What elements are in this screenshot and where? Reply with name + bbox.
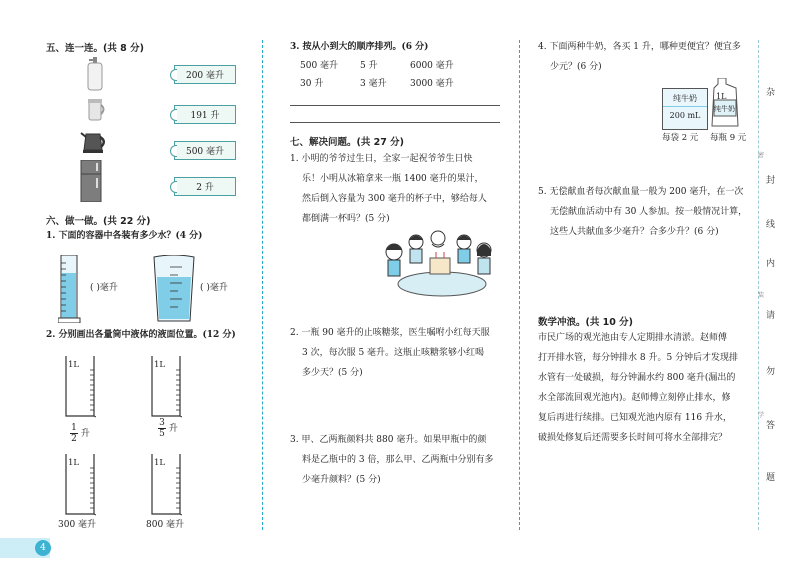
- section7-title: 七、解决问题。(共 27 分): [290, 137, 405, 148]
- answer-line-2[interactable]: [290, 122, 500, 123]
- section6-title: 六、做一做。(共 22 分): [46, 216, 151, 227]
- kettle-icon: [80, 128, 108, 154]
- margin-tiny-2: 装: [758, 292, 765, 299]
- cylinder-3-label: 300 毫升: [58, 520, 97, 530]
- problem-4: 4. 下面两种牛奶，各买 1 升，哪种更便宜？便宜多 少元？(6 分): [538, 42, 741, 72]
- cylinder-2-capacity: 1L: [154, 360, 166, 370]
- margin-char-8: 题: [766, 473, 776, 483]
- match-box-191l: 191 升: [174, 105, 236, 124]
- challenge-title: 数学冲浪。(共 10 分): [538, 317, 634, 328]
- refrigerator-icon: [80, 160, 102, 202]
- margin-char-2: 封: [766, 176, 776, 186]
- q3-row1-b: 5 升: [360, 61, 378, 71]
- challenge-text: 市民广场的观光池由专人定期排水清淤。赵师傅 打开排水管，每分钟排水 8 升。5 分钟后才发现排 水管有一处破损，每分钟漏水约 800 毫升(漏出的 水全部流回观光池内)。赵师傅立刻停止排水，修 复后再进行续排。已知观光池内原有 116 升水， 破损处修复后还需要多长时间可将水全部排完？: [538, 333, 739, 443]
- cylinder-1-label: $\frac{1}{2}$ 升: [71, 423, 90, 444]
- margin-char-1: 杂: [766, 88, 776, 98]
- section6-q1: 1. 下面的容器中各装有多少水？(4 分): [46, 231, 203, 241]
- q3-title: 3. 按从小到大的顺序排列。(6 分): [290, 42, 429, 52]
- problem-5: 5. 无偿献血者每次献血量一般为 200 毫升，在一次 无偿献血活动中有 30 人参加。按一般情况计算， 这些人共献血多少毫升？合多少升？(6 分): [538, 187, 748, 237]
- margin-char-4: 内: [766, 259, 776, 269]
- q3-row2-b: 3 毫升: [360, 79, 387, 89]
- thermos-icon: [86, 99, 106, 121]
- milk-bag-price: 每袋 2 元: [662, 133, 699, 143]
- binding-line: [758, 40, 759, 530]
- problem-1: 1. 小明的爷爷过生日，全家一起祝爷爷生日快 乐！小明从冰箱拿来一瓶 1400 毫升的果汁， 然后倒入容量为 300 毫升的杯子中，够给每人 都倒满一杯吗？(5 分): [290, 154, 487, 224]
- cylinder-1-capacity: 1L: [68, 360, 80, 370]
- milk-jug-title: 纯牛奶: [714, 105, 735, 113]
- cylinder-2-label: $\frac{3}{5}$ 升: [159, 418, 178, 439]
- milk-jug-price: 每瓶 9 元: [710, 133, 747, 143]
- margin-char-6: 勿: [766, 367, 776, 377]
- milk-jug-volume: 1L: [716, 92, 727, 101]
- blank-2[interactable]: ( )毫升: [200, 283, 228, 293]
- margin-tiny-1: 密: [758, 152, 765, 159]
- match-box-200ml: 200 毫升: [174, 65, 236, 84]
- q3-row1-c: 6000 毫升: [410, 61, 454, 71]
- problem-2: 2. 一瓶 90 毫升的止咳糖浆，医生嘱咐小红每天服 3 次，每次服 5 毫升。这瓶止咳糖浆够小红喝 多少天？(5 分): [290, 328, 490, 378]
- milk-bag-icon: 纯牛奶 200 mL: [662, 88, 708, 130]
- cylinder-4-label: 800 毫升: [146, 520, 185, 530]
- margin-char-3: 线: [766, 220, 776, 230]
- cylinder-4-capacity: 1L: [154, 458, 166, 468]
- margin-char-5: 请: [766, 311, 776, 321]
- birthday-family-illustration: [380, 228, 500, 300]
- margin-char-7: 答: [766, 421, 776, 431]
- cylinder-3-capacity: 1L: [68, 458, 80, 468]
- lotion-bottle-icon: [84, 57, 106, 91]
- column-divider-2: [519, 40, 520, 530]
- problem-3: 3. 甲、乙两瓶颜料共 880 毫升。如果甲瓶中的颜 料是乙瓶中的 3 倍，那么甲、乙两瓶中分别有多 少毫升颜料？(5 分): [290, 435, 494, 485]
- column-divider-1: [262, 40, 263, 530]
- graduated-cylinder-icon: [58, 255, 82, 323]
- milk-jug-icon: [710, 78, 740, 128]
- match-box-500ml: 500 毫升: [174, 141, 236, 160]
- blank-1[interactable]: ( )毫升: [90, 283, 118, 293]
- match-box-2l: 2 升: [174, 177, 236, 196]
- answer-line-1[interactable]: [290, 105, 500, 106]
- q3-row2-a: 30 升: [300, 79, 324, 89]
- q3-row1-a: 500 毫升: [300, 61, 339, 71]
- section6-q2: 2. 分别画出各量筒中液体的液面位置。(12 分): [46, 330, 236, 340]
- margin-tiny-3: 学: [758, 412, 765, 419]
- page-number: 4: [35, 540, 51, 556]
- section5-title: 五、连一连。(共 8 分): [46, 43, 144, 54]
- beaker-icon: [152, 255, 196, 323]
- q3-row2-c: 3000 毫升: [410, 79, 454, 89]
